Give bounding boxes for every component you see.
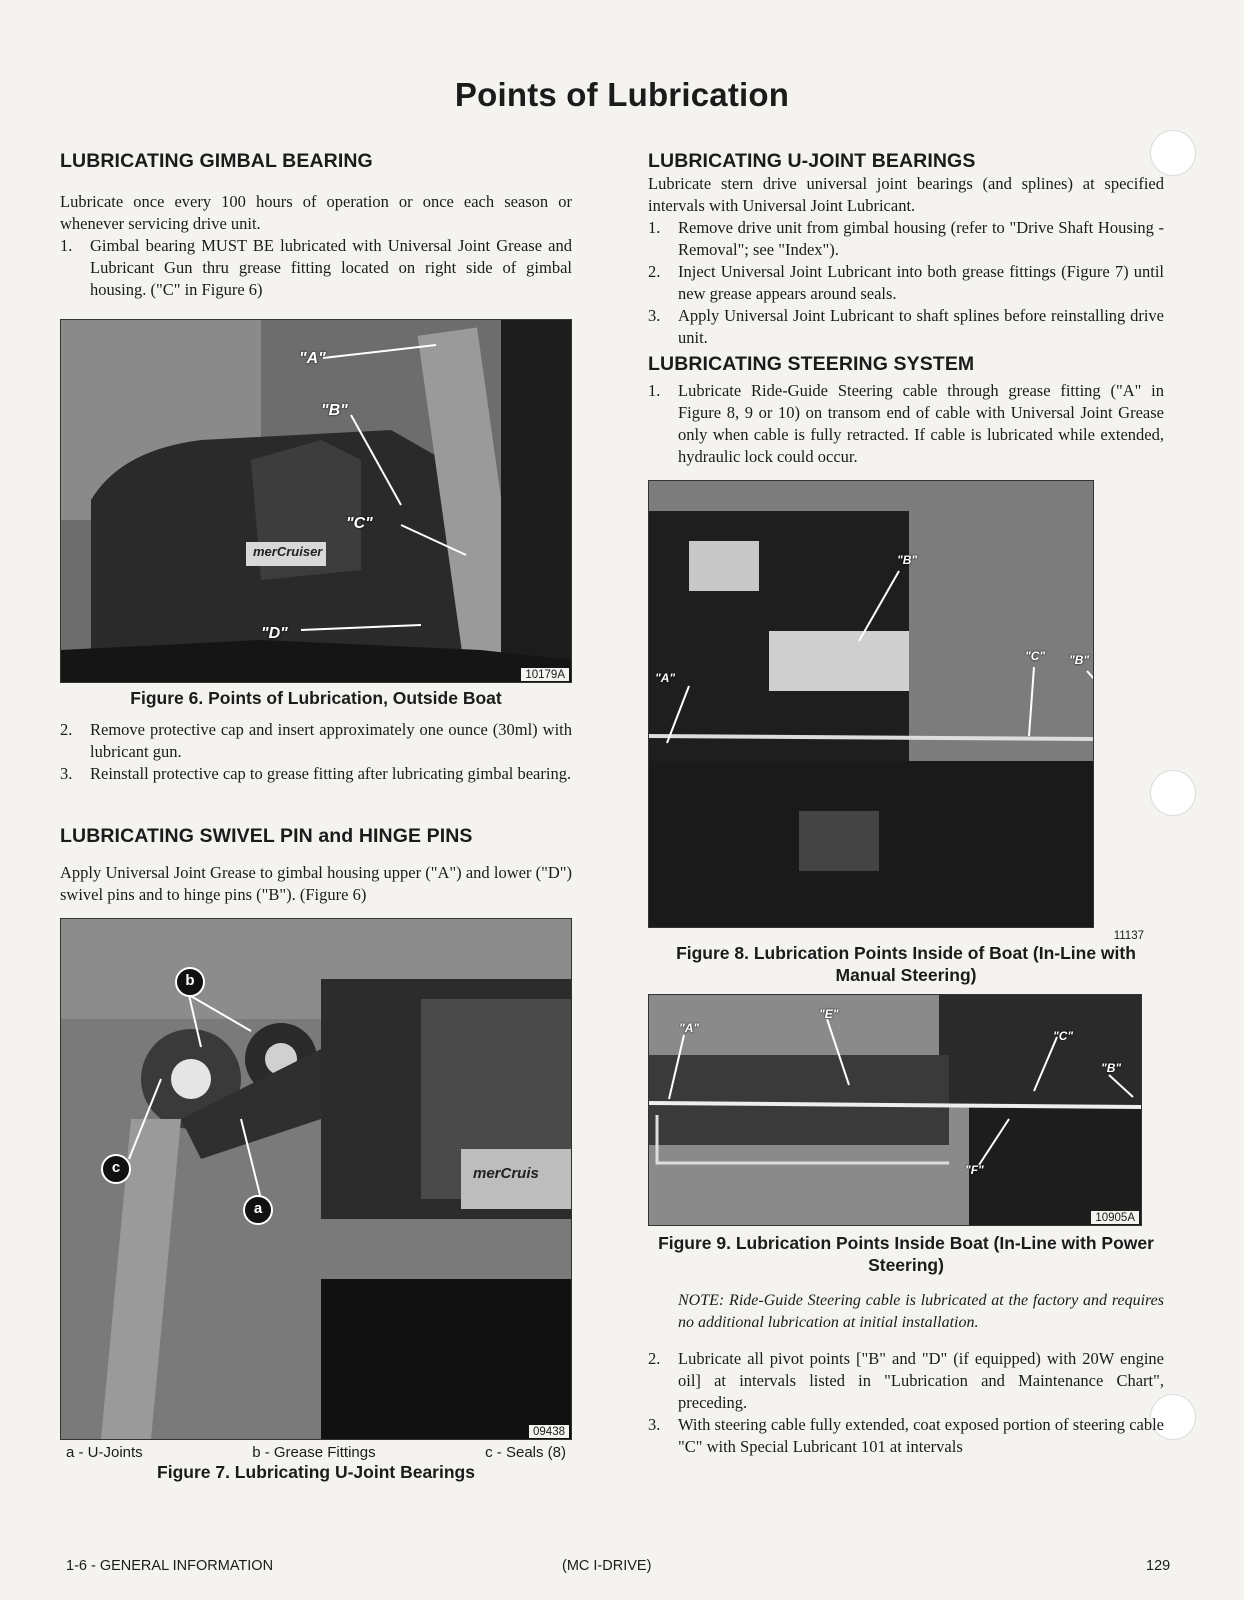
- steering-steps-after: [648, 1348, 1164, 1458]
- list-item: 2. Lubricate all pivot points ["B" and "D" (if equipped) with 20W engine oil] at intervals listed in "Lubrication and Maintenance Chart", preceding.: [648, 1349, 1164, 1412]
- list-item: 1. Gimbal bearing MUST BE lubricated with Universal Joint Grease and Lubricant Gun thru grease fitting located on right side of gimbal housing. ("C" in Figure 6): [60, 236, 572, 299]
- page-title: Points of Lubrication: [454, 76, 790, 113]
- footer-center: (MC I-DRIVE): [562, 1558, 652, 1574]
- list-item: 3. With steering cable fully extended, coat exposed portion of steering cable "C" with Special Lubricant 101 at intervals: [648, 1415, 1164, 1456]
- callout-a: "A": [679, 1021, 700, 1035]
- ujoint-steps: [648, 217, 1164, 349]
- callout-b: "B": [321, 402, 348, 419]
- callout-b: "B": [897, 553, 918, 567]
- list-item: 1. Remove drive unit from gimbal housing (refer to "Drive Shaft Housing - Removal"; see "Index").: [648, 218, 1164, 259]
- steering-heading: LUBRICATING STEERING SYSTEM: [648, 353, 975, 375]
- callout-b: "B": [1069, 653, 1090, 667]
- figure-9-id: 10905A: [1091, 1211, 1139, 1224]
- figure-7-id: 09438: [529, 1425, 569, 1438]
- callout-c: c: [101, 1154, 131, 1184]
- left-column: [60, 150, 572, 1483]
- page-number: 129: [1146, 1558, 1171, 1574]
- mercruiser-logo: merCruiser: [253, 544, 323, 559]
- ujoint-intro: Lubricate stern drive universal joint bearings (and splines) at specified intervals with Universal Joint Lubricant.: [648, 174, 1164, 215]
- callout-c: "C": [1053, 1029, 1074, 1043]
- callout-f: "F": [965, 1163, 984, 1177]
- list-item: 3. Apply Universal Joint Lubricant to shaft splines before reinstalling drive unit.: [648, 306, 1164, 347]
- gimbal-steps-after: [60, 719, 572, 785]
- callout-d: "D": [261, 625, 288, 642]
- gimbal-heading: LUBRICATING GIMBAL BEARING: [60, 150, 373, 172]
- mercruiser-logo: merCruis: [473, 1165, 539, 1182]
- steering-steps: [648, 380, 1164, 468]
- legend-item: b - Grease Fittings: [252, 1444, 376, 1461]
- list-item: 3. Reinstall protective cap to grease fitting after lubricating gimbal bearing.: [60, 764, 572, 783]
- callout-e: "E": [819, 1007, 839, 1021]
- figure-6-id: 10179A: [521, 668, 569, 681]
- figure-8-id: 11137: [1113, 930, 1144, 942]
- list-item: 1. Lubricate Ride-Guide Steering cable through grease fitting ("A" in Figure 8, 9 or 10) on transom end of cable with Universal Joint Grease only when cable is fully retracted. If cable is lubricated while extended, hydraulic lock could occur.: [648, 381, 1164, 466]
- figure-6-drawing: [61, 320, 571, 682]
- callout-b: "B": [1101, 1061, 1122, 1075]
- callout-a: a: [243, 1195, 273, 1225]
- figure-8-drawing: [649, 481, 1093, 927]
- swivel-heading: LUBRICATING SWIVEL PIN and HINGE PINS: [60, 825, 473, 847]
- legend-item: c - Seals (8): [485, 1444, 566, 1461]
- figure-6-photo: [60, 319, 572, 683]
- steering-note: NOTE: Ride-Guide Steering cable is lubricated at the factory and requires no additional lubrication at initial installation.: [678, 1292, 1164, 1331]
- callout-a: "A": [299, 350, 326, 367]
- callout-c: "C": [346, 515, 373, 532]
- list-item: 2. Remove protective cap and insert approximately one ounce (30ml) with lubricant gun.: [60, 720, 572, 761]
- right-column: [648, 150, 1164, 1458]
- list-item: 2. Inject Universal Joint Lubricant into both grease fittings (Figure 7) until new grease appears around seals.: [648, 262, 1164, 303]
- legend-item: a - U-Joints: [66, 1444, 143, 1461]
- figure-9-photo: [648, 994, 1142, 1226]
- swivel-intro: Apply Universal Joint Grease to gimbal housing upper ("A") and lower ("D") swivel pins and to hinge pins ("B"). (Figure 6): [60, 863, 572, 904]
- callout-a: "A": [655, 671, 676, 685]
- callout-c: "C": [1025, 649, 1046, 663]
- footer-left: 1-6 - GENERAL INFORMATION: [66, 1558, 274, 1574]
- figure-7-caption: Figure 7. Lubricating U-Joint Bearings: [157, 1462, 475, 1482]
- gimbal-steps: [60, 235, 572, 301]
- callout-b: b: [175, 967, 205, 997]
- figure-9-caption: Figure 9. Lubrication Points Inside Boat (In-Line with Power Steering): [658, 1233, 1154, 1275]
- ujoint-heading: LUBRICATING U-JOINT BEARINGS: [648, 150, 976, 172]
- gimbal-intro: Lubricate once every 100 hours of operation or once each season or whenever servicing drive unit.: [60, 192, 572, 233]
- figure-8-caption: Figure 8. Lubrication Points Inside of Boat (In-Line with Manual Steering): [676, 943, 1136, 985]
- figure-7-photo: [60, 918, 572, 1440]
- figure-8-photo: [648, 480, 1094, 928]
- figure-7-legend: [60, 1444, 572, 1461]
- figure-6-caption: Figure 6. Points of Lubrication, Outside Boat: [130, 688, 502, 708]
